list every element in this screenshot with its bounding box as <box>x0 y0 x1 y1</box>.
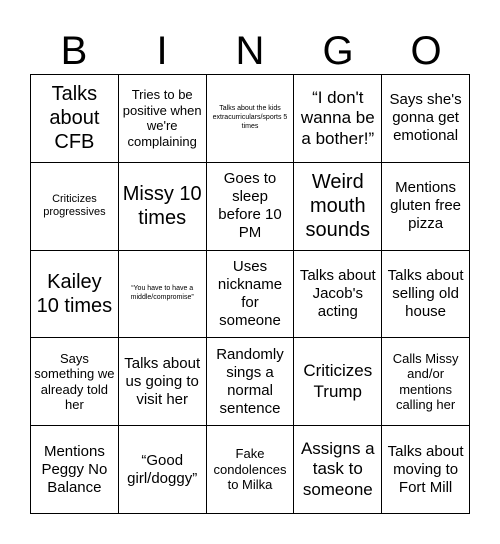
cell-text: Talks about us going to visit her <box>124 354 201 408</box>
cell-text: “You have to have a middle/compromise” <box>130 285 194 301</box>
cell-text: Assigns a task to someone <box>300 439 375 499</box>
bingo-cell-r4-c2[interactable] <box>119 338 207 426</box>
bingo-cell-r2-c5[interactable] <box>382 163 470 251</box>
bingo-cell-r5-c2[interactable] <box>119 426 207 514</box>
bingo-cell-r2-c3[interactable] <box>207 163 295 251</box>
cell-text: Mentions Peggy No Balance <box>41 442 108 496</box>
bingo-cell-r3-c2[interactable] <box>119 251 207 339</box>
bingo-cell-r5-c5[interactable] <box>382 426 470 514</box>
bingo-cell-r1-c1[interactable] <box>31 75 119 163</box>
bingo-cell-r1-c3[interactable] <box>207 75 295 163</box>
header-letter-n: N <box>235 29 265 73</box>
bingo-cell-r4-c3[interactable] <box>207 338 295 426</box>
bingo-cell-r5-c3[interactable] <box>207 426 295 514</box>
header-letter-o: O <box>410 29 442 73</box>
header-letter-i: I <box>156 29 168 73</box>
bingo-cell-r1-c2[interactable] <box>119 75 207 163</box>
bingo-header <box>30 28 470 74</box>
bingo-cell-r5-c4[interactable] <box>294 426 382 514</box>
bingo-cell-r2-c2[interactable] <box>119 163 207 251</box>
cell-text: Talks about Jacob's acting <box>299 266 376 320</box>
bingo-cell-r1-c4[interactable] <box>294 75 382 163</box>
cell-text: Criticizes progressives <box>43 193 106 219</box>
cell-text: Talks about moving to Fort Mill <box>387 442 464 496</box>
cell-text: Randomly sings a normal sentence <box>216 345 284 417</box>
bingo-cell-r1-c5[interactable] <box>382 75 470 163</box>
cell-text: Weird mouth sounds <box>305 171 371 242</box>
bingo-cell-r4-c5[interactable] <box>382 338 470 426</box>
bingo-cell-r3-c1[interactable] <box>31 251 119 339</box>
cell-text: Says she's gonna get emotional <box>389 91 462 145</box>
cell-text: Calls Missy and/or mentions calling her <box>392 350 459 413</box>
cell-text: “Good girl/doggy” <box>127 451 198 487</box>
bingo-cell-r3-c4[interactable] <box>294 251 382 339</box>
bingo-cell-r3-c3[interactable] <box>207 251 295 339</box>
cell-text: Fake condolences to Milka <box>213 446 287 493</box>
bingo-cell-r2-c4[interactable] <box>294 163 382 251</box>
cell-text: Missy 10 times <box>122 183 202 230</box>
bingo-board <box>30 74 470 514</box>
cell-text: Criticizes Trump <box>303 361 373 401</box>
bingo-cell-r5-c1[interactable] <box>31 426 119 514</box>
cell-text: Says something we already told her <box>34 350 115 413</box>
cell-text: Tries to be positive when we're complaining <box>122 87 202 149</box>
cell-text: Kailey 10 times <box>36 270 113 317</box>
bingo-cell-r4-c4[interactable] <box>294 338 382 426</box>
cell-text: Goes to sleep before 10 PM <box>218 170 282 242</box>
cell-text: Uses nickname for someone <box>217 257 283 329</box>
header-letter-b: B <box>60 29 88 73</box>
cell-text: Talks about CFB <box>49 83 100 154</box>
cell-text: “I don't wanna be a bother!” <box>300 87 375 148</box>
bingo-cell-r3-c5[interactable] <box>382 251 470 339</box>
cell-text: Talks about the kids extracurriculars/sports 5 times <box>212 105 288 130</box>
cell-text: Talks about selling old house <box>387 266 464 320</box>
bingo-cell-r2-c1[interactable] <box>31 163 119 251</box>
cell-text: Mentions gluten free pizza <box>390 179 462 233</box>
bingo-cell-r4-c1[interactable] <box>31 338 119 426</box>
header-letter-g: G <box>322 29 354 73</box>
